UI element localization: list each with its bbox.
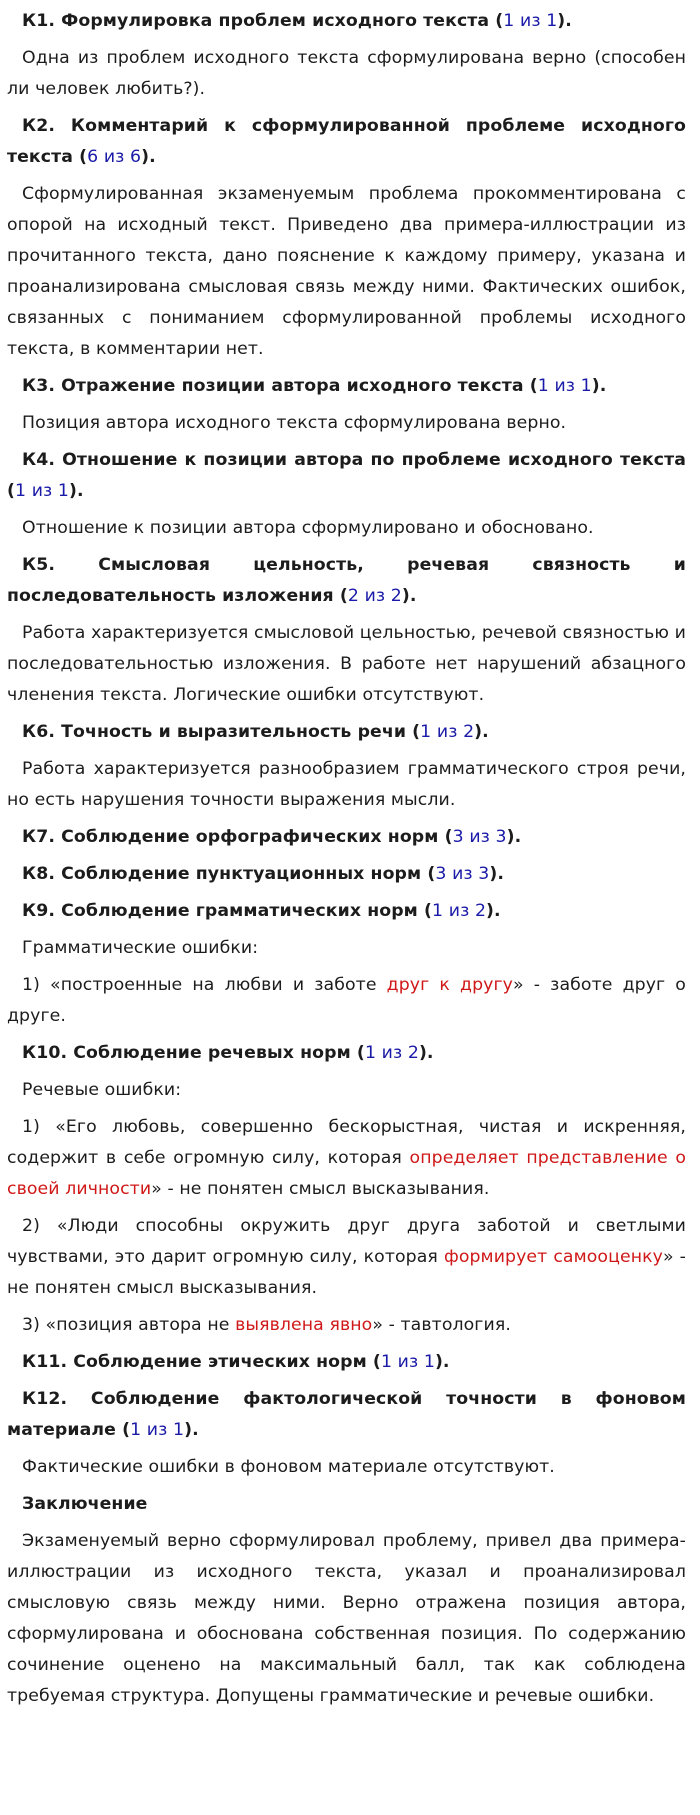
criterion-k10-heading: К10. Соблюдение речевых норм (1 из 2).: [22, 1043, 434, 1063]
grammar-error-1-highlight: друг к другу: [386, 975, 513, 995]
criterion-k8-score: 3 из 3: [435, 864, 490, 884]
criterion-k9-errors-label: Грамматические ошибки:: [22, 938, 259, 958]
criterion-k10-errors-label: Речевые ошибки:: [22, 1080, 182, 1100]
speech-error-3-highlight: выявлена явно: [235, 1315, 373, 1335]
speech-error-3: [7, 1310, 686, 1341]
criterion-k7-heading: К7. Соблюдение орфографических норм (3 из 3).: [22, 827, 522, 847]
criterion-k3-title: К3. Отражение позиции автора исходного текста: [22, 376, 524, 396]
speech-error-1: [7, 1112, 686, 1205]
criterion-k7-score: 3 из 3: [452, 827, 507, 847]
speech-error-1-highlight: определяет представление о своей личности: [7, 1148, 686, 1199]
grammar-error-1: [7, 970, 686, 1032]
speech-error-2-highlight: формирует самооценку: [443, 1247, 663, 1267]
criterion-k12-heading: К12. Соблюдение фактологической точности в фоновом материале (1 из 1).: [7, 1389, 686, 1440]
criterion-k10-title: К10. Соблюдение речевых норм: [22, 1043, 351, 1063]
criterion-k11-title: К11. Соблюдение этических норм: [22, 1352, 367, 1372]
criterion-k7-title: К7. Соблюдение орфографических норм: [22, 827, 439, 847]
criterion-k3-comment: Позиция автора исходного текста сформулирована верно.: [22, 413, 567, 433]
conclusion-text: Экзаменуемый верно сформулировал проблему, привел два примера-иллюстрации из исходного текста, указал и проанализировал смысловую связь между ними. Верно отражена позиция автора, сформулирована и обоснована собственная позиция. По содержанию сочинение оценено на максимальный балл, так как соблюдена требуемая структура. Допущены грамматические и речевые ошибки.: [7, 1531, 686, 1706]
criterion-k5-comment: Работа характеризуется смысловой цельностью, речевой связностью и последовательностью изложения. В работе нет нарушений абзацного членения текста. Логические ошибки отсутствуют.: [7, 623, 686, 705]
criterion-k12-title: К12. Соблюдение фактологической точности в фоновом материале: [7, 1389, 686, 1440]
speech-error-1-before: 1) «Его любовь, совершенно бескорыстная, чистая и искренняя, содержит в себе огромную силу, которая: [7, 1117, 686, 1168]
speech-error-2-after: » - не понятен смысл высказывания.: [7, 1247, 686, 1298]
speech-error-3-before: 3) «позиция автора не: [22, 1315, 236, 1335]
criterion-k4-score: 1 из 1: [15, 481, 69, 501]
grammar-error-1-before: 1) «построенные на любви и заботе: [22, 975, 387, 995]
criterion-k9-score: 1 из 2: [432, 901, 487, 921]
criterion-k3-heading: К3. Отражение позиции автора исходного текста (1 из 1).: [22, 376, 607, 396]
criterion-k2-score: 6 из 6: [87, 147, 142, 167]
criterion-k10-score: 1 из 2: [364, 1043, 419, 1063]
criterion-k1-comment: Одна из проблем исходного текста сформулирована верно (способен ли человек любить?).: [7, 48, 686, 99]
criterion-k2-heading: К2. Комментарий к сформулированной проблеме исходного текста (6 из 6).: [7, 116, 686, 167]
criterion-k8-heading: К8. Соблюдение пунктуационных норм (3 из 3).: [22, 864, 505, 884]
grammar-error-1-after: » - заботе друг о друге.: [7, 975, 686, 1026]
speech-error-3-after: » - тавтология.: [372, 1315, 511, 1335]
criterion-k12-score: 1 из 1: [130, 1420, 185, 1440]
speech-error-1-after: » - не понятен смысл высказывания.: [151, 1179, 490, 1199]
criterion-k6-comment: Работа характеризуется разнообразием грамматического строя речи, но есть нарушения точности выражения мысли.: [7, 759, 686, 810]
criterion-k5-title: К5. Смысловая цельность, речевая связность и последовательность изложения: [7, 555, 686, 606]
criterion-k5-score: 2 из 2: [347, 586, 402, 606]
criterion-k6-heading: К6. Точность и выразительность речи (1 из 2).: [22, 722, 489, 742]
criterion-k8-title: К8. Соблюдение пунктуационных норм: [22, 864, 422, 884]
speech-error-2-before: 2) «Люди способны окружить друг друга заботой и светлыми чувствами, это дарит огромную силу, которая: [7, 1216, 686, 1267]
criterion-k9-title: К9. Соблюдение грамматических норм: [22, 901, 418, 921]
criterion-k3-score: 1 из 1: [537, 376, 592, 396]
criterion-k6-score: 1 из 2: [420, 722, 475, 742]
criterion-k4-heading: К4. Отношение к позиции автора по проблеме исходного текста (1 из 1).: [7, 450, 686, 501]
criterion-k9-heading: К9. Соблюдение грамматических норм (1 из 2).: [22, 901, 501, 921]
criterion-k1-title: К1. Формулировка проблем исходного текста: [22, 11, 490, 31]
criterion-k2-title: К2. Комментарий к сформулированной проблеме исходного текста: [7, 116, 686, 167]
conclusion-heading: Заключение: [22, 1494, 148, 1514]
criterion-k2-comment: Сформулированная экзаменуемым проблема прокомментирована с опорой на исходный текст. Приведено два примера-иллюстрации из прочитанного текста, дано пояснение к каждому примеру, указана и проанализирована смысловая связь между ними. Фактических ошибок, связанных с пониманием сформулированной проблемы исходного текста, в комментарии нет.: [7, 184, 686, 359]
criterion-k12-comment: Фактические ошибки в фоновом материале отсутствуют.: [22, 1457, 555, 1477]
criterion-k5-heading: К5. Смысловая цельность, речевая связность и последовательность изложения (2 из 2).: [7, 555, 686, 606]
criterion-k1-score: 1 из 1: [503, 11, 558, 31]
speech-error-2: [7, 1211, 686, 1304]
criterion-k11-heading: К11. Соблюдение этических норм (1 из 1).: [22, 1352, 450, 1372]
criterion-k1-heading: К1. Формулировка проблем исходного текста (1 из 1).: [22, 11, 572, 31]
criterion-k6-title: К6. Точность и выразительность речи: [22, 722, 407, 742]
criterion-k4-title: К4. Отношение к позиции автора по проблеме исходного текста: [22, 450, 686, 470]
criterion-k11-score: 1 из 1: [380, 1352, 435, 1372]
criterion-k4-comment: Отношение к позиции автора сформулировано и обосновано.: [22, 518, 594, 538]
